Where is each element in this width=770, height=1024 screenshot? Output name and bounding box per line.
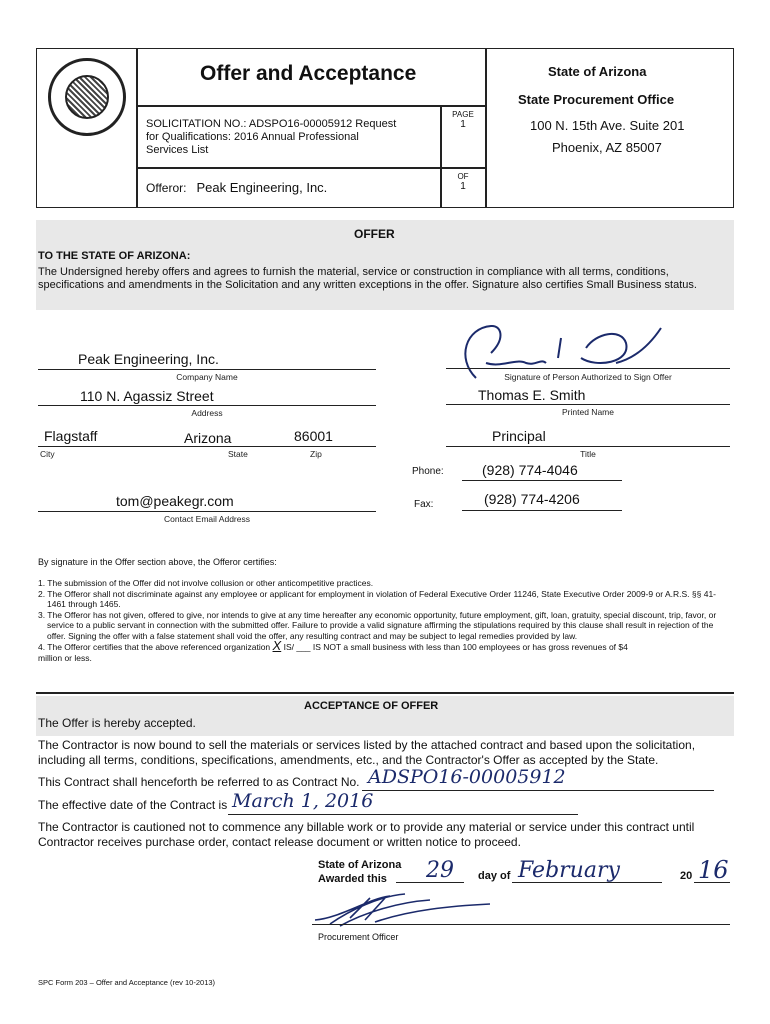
day-of-label: day of [478, 870, 511, 882]
header-divider-page [440, 105, 442, 208]
header-rule-title [136, 105, 485, 107]
contract-no-value: ADSPO16-00005912 [368, 766, 566, 788]
certifies-intro: By signature in the Offer section above, the Offeror certifies: [38, 557, 277, 567]
printed-name-value: Thomas E. Smith [478, 387, 586, 403]
certify-item: 1. The submission of the Offer did not involve collusion or other anticompetitive practices. [38, 578, 374, 588]
title-value: Principal [492, 428, 546, 444]
header-divider-office [485, 48, 487, 208]
acceptance-heading: ACCEPTANCE OF OFFER [304, 700, 439, 712]
zip-value: 86001 [294, 428, 333, 444]
contractor-bound: The Contractor is now bound to sell the materials or services listed by the attached contract and based upon the solicitation, including all terms, conditions, specifications, amendments, etc., and the Contractor's Offer as accepted by the State. [38, 738, 696, 767]
email-label: Contact Email Address [164, 514, 250, 524]
zip-label: Zip [310, 449, 322, 459]
phone-label: Phone: [412, 466, 444, 477]
office-name: State Procurement Office [518, 92, 675, 107]
offer-accepted: The Offer is hereby accepted. [38, 716, 196, 730]
award-day: 29 [426, 858, 454, 883]
certify-item: 3. The Offeror has not given, offered to give, nor intends to give at any time hereafter any economic opportunity, future employment, gift, loan, gratuity, special discount, trip, favor, or service to a public servant in connection with the submitted offer. Failure to provide a valid signature affirming the stipulations required by this clause shall result in rejection of the offer. Signing the offer with a false statement shall void the offer, any resulting contract and may be subject to legal remedies provided by law. [38, 609, 717, 641]
acceptance-rule [36, 692, 734, 694]
solicitation-text: SOLICITATION NO.: ADSPO16-00005912 Request for Qualifications: 2016 Annual Professional Services List [146, 118, 397, 156]
fax-label: Fax: [414, 499, 434, 510]
page-title: Offer and Acceptance [200, 62, 417, 85]
to-state-heading: TO THE STATE OF ARIZONA: [38, 250, 191, 262]
contract-no-label: This Contract shall henceforth be referred to as Contract No. [38, 775, 360, 789]
certify-item: 2. The Offeror shall not discriminate against any employee or applicant for employment in violation of Federal Executive Order 11246, State Executive Order 2009-9 or A.R.S. §§ 41-1461 through 1465. [38, 588, 716, 609]
state-label: State [228, 449, 248, 459]
award-month: February [518, 858, 620, 883]
phone-value: (928) 774-4046 [482, 462, 578, 478]
signature-label: Signature of Person Authorized to Sign Offer [504, 372, 672, 382]
page-number: PAGE 1 [452, 110, 474, 130]
contractor-cautioned: The Contractor is cautioned not to commence any billable work or to provide any material or service under this contract until Contractor receives purchase order, contact release document or written notice to proceed. [38, 820, 695, 849]
awarded-label: State of Arizona Awarded this [318, 859, 402, 885]
office-address-1: 100 N. 15th Ave. Suite 201 [530, 118, 685, 133]
offer-heading: OFFER [354, 227, 395, 241]
address-label: Address [191, 408, 223, 418]
city-label: City [40, 449, 55, 459]
certifies-list [38, 578, 730, 663]
certify-item-4: 4. The Offeror certifies that the above referenced organization X IS/ ___ IS NOT a small business with less than 100 employees or has gross revenues of $4 million or less. [38, 638, 628, 663]
form-footer: SPC Form 203 – Offer and Acceptance (rev 10-2013) [38, 978, 216, 987]
effective-date-value: March 1, 2016 [232, 790, 374, 812]
small-business-mark: X [272, 638, 282, 653]
award-year: 16 [698, 856, 729, 884]
city-value: Flagstaff [44, 428, 98, 444]
company-name-label: Company Name [176, 372, 238, 382]
header-divider-seal [136, 48, 138, 208]
printed-name-label: Printed Name [562, 407, 614, 417]
company-name-value: Peak Engineering, Inc. [78, 351, 219, 367]
state-name: State of Arizona [548, 64, 647, 79]
offer-intro: The Undersigned hereby offers and agrees to furnish the material, service or construction in compliance with all terms, conditions, specifications and amendments in the Solicitation and any written exceptions in the offer. Signature also certifies Small Business status. [38, 266, 697, 291]
office-address-2: Phoenix, AZ 85007 [552, 140, 662, 155]
address-value: 110 N. Agassiz Street [80, 388, 214, 404]
effective-date-label: The effective date of the Contract is [38, 798, 228, 812]
procurement-officer-label: Procurement Officer [318, 932, 399, 942]
year-prefix: 20 [680, 870, 693, 882]
title-label: Title [580, 449, 596, 459]
header-rule-offeror [136, 167, 485, 169]
arizona-seal-icon [48, 58, 126, 136]
email-value: tom@peakegr.com [116, 493, 234, 509]
page-of: OF 1 [457, 172, 469, 192]
offeror-row: Offeror: Peak Engineering, Inc. [146, 180, 328, 195]
fax-value: (928) 774-4206 [484, 491, 580, 507]
state-value: Arizona [184, 430, 232, 446]
